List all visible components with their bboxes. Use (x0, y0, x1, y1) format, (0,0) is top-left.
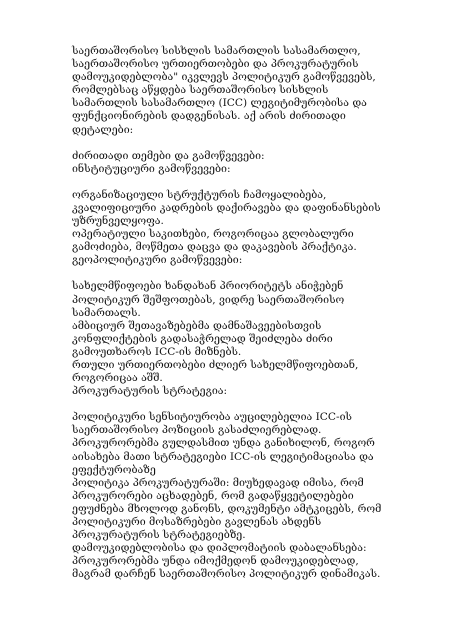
text-line: უზრუნველყოფა. (72, 215, 164, 228)
text-line: ძირითადი თემები და გამოწვევები: (72, 149, 265, 162)
text-line: დამოუკიდებლობა" იკვლევს პოლიტიკურ გამოწვევებს, (72, 71, 376, 84)
paragraph-gap (72, 398, 422, 411)
text-line: პოლიტიკა პროკურატურაში: მიუხედავად იმისა, რომ (72, 476, 364, 489)
text-line: ეფექტურობაზე (72, 463, 156, 476)
text-line: ფუნქციონირების დადგენისას. აქ არის ძირითადი (72, 110, 346, 123)
paragraph-main-topics (72, 150, 422, 176)
text-line: გეოპოლიტიკური გამოწვევები: (72, 254, 243, 267)
paragraph-gap (72, 267, 422, 280)
text-line: სამართალს. (72, 306, 141, 319)
paragraph-institutional (72, 189, 422, 268)
text-line: პოლიტიკური მოსაზრებები გავლენას ახდენს (72, 516, 322, 528)
text-line: რომლებსაც აწყდება საერთაშორისო სისხლის (72, 84, 329, 97)
text-line: პროკურატურის სტრატეგია: (72, 385, 228, 398)
text-line: ამბიციურ შეთავაზებებმა დამნაშავეებისთვის (72, 319, 322, 332)
text-line: სახელმწიფოები ხანდახან პრიორიტეტს ანიჭებენ (72, 280, 344, 293)
paragraph-geopolitical (72, 280, 422, 398)
document-page (72, 45, 422, 581)
text-line: რთული ურთიერთობები ძლიერ სახელმწიფოებთან, (72, 358, 359, 371)
text-line: ორგანიზაციული სტრუქტურის ჩამოყალიბება, (72, 188, 327, 201)
paragraph-intro (72, 45, 422, 137)
text-line: პოლიტიკური სენსიტიურობა აუცილებელია ICC-ის (72, 411, 352, 424)
text-line: პროკურორებმა გულდასმით უნდა განიხილონ, როგორ (72, 437, 375, 450)
text-line: პროკურორებმა უნდა იმოქმედონ დამოუკიდებლად, (72, 555, 359, 568)
text-line: ინსტიტუციური გამოწვევები: (72, 162, 231, 175)
text-line: დეტალები: (72, 123, 134, 136)
text-line: გამოუთხაროს ICC-ის მიზნებს. (72, 345, 242, 358)
text-line: საერთაშორისო ურთიერთობები და პროკურატურის (72, 58, 359, 71)
text-line: საერთაშორისო სისხლის სამართლის სასამართლო, (72, 45, 361, 57)
text-line: პროკურორები აცხადებენ, რომ გადაწყვეტილებები (72, 489, 354, 502)
text-line: როგორიცაა აშშ. (72, 372, 163, 385)
text-line: ეფუძნება მხოლოდ განონს, დოკუმენტი ამტკიცებს, რომ (72, 502, 382, 515)
text-line: აისახება მათი სტრატეგიები ICC-ის ლეგიტიმაციასა და (72, 450, 374, 463)
paragraph-gap (72, 137, 422, 150)
text-line: დამოუკიდებლობისა და დიპლომატიის დაბალანსება: (72, 542, 367, 555)
text-line: სამართლის სასამართლო (ICC) ლეგიტიმურობისა და (72, 97, 367, 110)
paragraph-gap (72, 176, 422, 189)
paragraph-prosecutorial-strategy (72, 411, 422, 581)
text-line: კვალიფიციური კადრების დაქირავება და დაფინანსების (72, 201, 381, 214)
text-line: პოლიტიკურ შეშფოთებას, ვიდრე საერთაშორისო (72, 293, 345, 306)
text-line: კონფლიქტების გადასაჭრელად შეიძლება ძირი (72, 332, 333, 345)
text-line: ოპერატიული საკითხები, როგორიცაა გლობალური (72, 228, 354, 241)
text-line: საერთაშორისო პოზიციის გასაძლიერებლად. (72, 424, 322, 437)
text-line: გამოძიება, მოწმეთა დაცვა და დაკავების პრაქტიკა. (72, 241, 357, 254)
text-line: პროკურატურის სტრატეგიებზე. (72, 529, 246, 542)
text-line: მაგრამ დარჩენ საერთაშორისო პოლიტიკურ დინამიკას. (72, 568, 381, 581)
